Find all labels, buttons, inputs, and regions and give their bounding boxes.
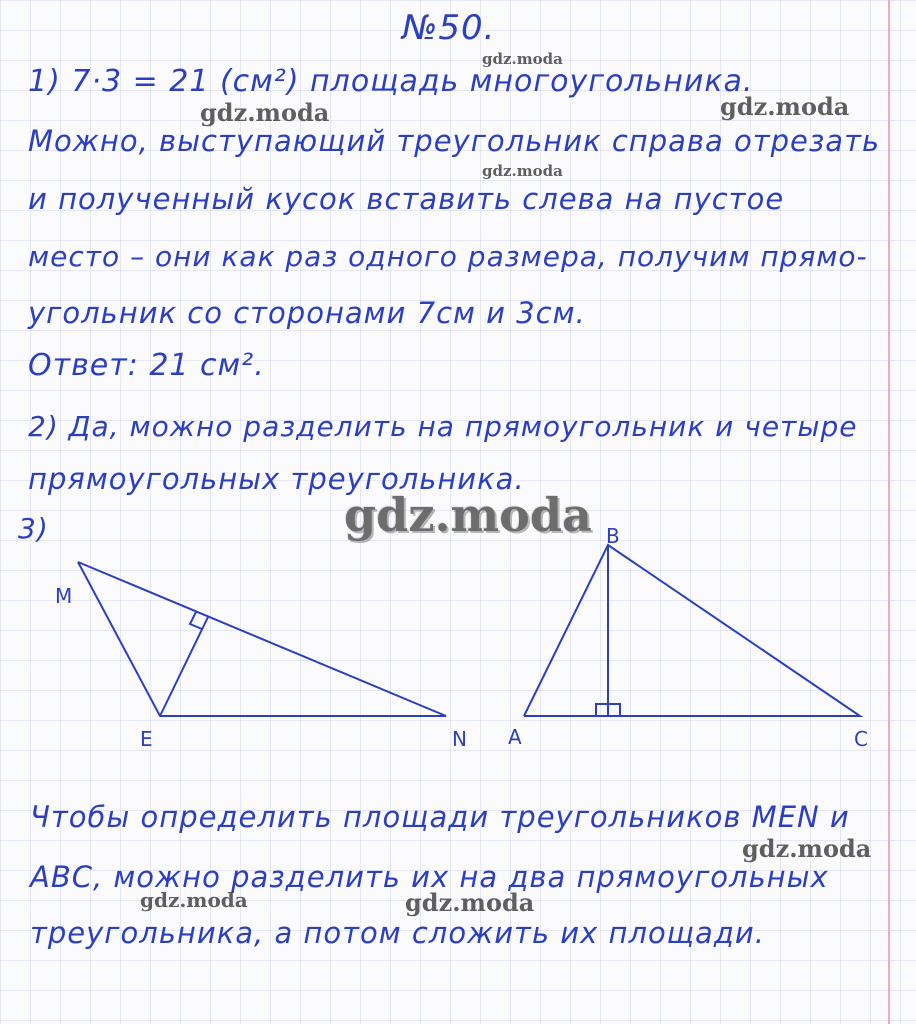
label-c: C [854,727,868,751]
triangle-men-height [160,617,208,716]
label-e: E [140,727,153,751]
triangle-men [78,562,446,716]
watermark: gdz.moda [482,162,563,180]
watermark: gdz.moda [140,888,248,912]
answer-line-3: и полученный кусок вставить слева на пустое [28,182,785,216]
answer-line-5: угольник со сторонами 7см и 3см. [28,296,586,330]
triangle-abc [524,545,860,716]
answer-line-8: прямоугольных треугольника. [28,462,525,496]
task-number: №50. [402,8,496,48]
triangle-abc-right-angle [596,704,608,716]
label-a: A [508,725,522,749]
triangle-men-sides [78,562,446,716]
watermark: gdz.moda [742,834,872,863]
triangle-men-right-angle [190,612,202,629]
answer-line-1: 1) 7·3 = 21 (см²) площадь многоугольника. [28,64,754,99]
answer-line-4: место – они как раз одного размера, получим прямо- [28,240,868,273]
watermark-large: gdz.moda [344,488,592,542]
answer-line-6: Ответ: 21 см². [28,348,265,383]
answer-line-7: 2) Да, можно разделить на прямоугольник и четыре [28,410,858,443]
label-b: B [606,524,620,548]
watermark: gdz.moda [720,92,850,121]
answer-line-11: ABC, можно разделить их на два прямоугольных [30,860,829,894]
label-m: M [55,584,73,608]
triangle-abc-right-angle-2 [608,704,620,716]
answer-line-9: 3) [18,512,49,545]
triangle-abc-sides [524,545,860,716]
watermark: gdz.moda [482,50,563,68]
label-n: N [452,727,467,751]
watermark: gdz.moda [200,98,330,127]
answer-line-12: треугольника, а потом сложить их площади. [30,916,765,950]
watermark: gdz.moda [405,888,535,917]
answer-line-2: Можно, выступающий треугольник справа отрезать [28,124,881,158]
answer-line-10: Чтобы определить площади треугольников MEN и [30,800,850,834]
